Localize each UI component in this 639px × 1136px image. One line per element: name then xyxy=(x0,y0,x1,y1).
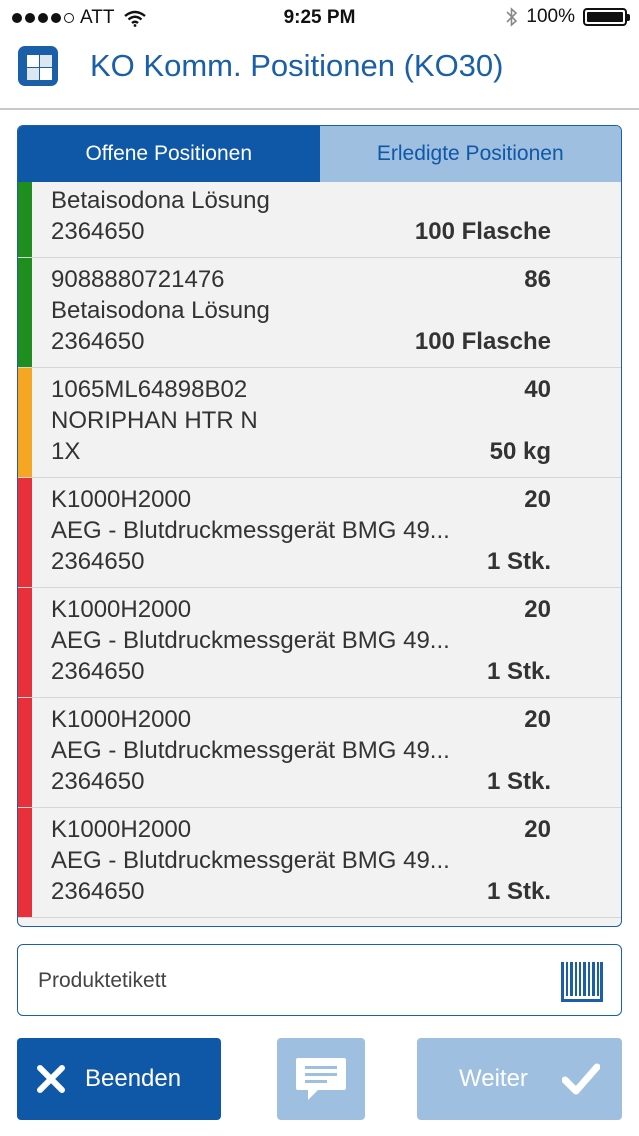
position-quantity: 20 xyxy=(524,596,551,623)
status-indicator xyxy=(18,368,32,477)
position-code: K1000H2000 xyxy=(51,706,192,733)
position-unit: 1 Stk. xyxy=(486,768,551,795)
status-indicator xyxy=(18,258,32,367)
position-unit: 1 Stk. xyxy=(486,658,551,685)
product-label-input[interactable] xyxy=(36,965,540,997)
bluetooth-icon xyxy=(506,7,518,27)
positions-list[interactable] xyxy=(18,182,621,927)
app-grid-icon[interactable] xyxy=(18,46,58,86)
carrier-name: ATT xyxy=(80,7,115,28)
status-time: 9:25 PM xyxy=(283,7,356,28)
position-reference: 2364650 xyxy=(51,328,145,355)
status-bar xyxy=(0,0,639,38)
battery-group xyxy=(506,6,627,28)
end-button[interactable] xyxy=(17,1038,221,1120)
position-name: AEG - Blutdruckmessgerät BMG 49... xyxy=(51,517,450,544)
position-code: 1065ML64898B02 xyxy=(51,376,248,403)
position-reference: 2364650 xyxy=(51,768,145,795)
position-unit: 1 Stk. xyxy=(486,548,551,575)
position-name: AEG - Blutdruckmessgerät BMG 49... xyxy=(51,737,450,764)
positions-list-content xyxy=(18,182,621,918)
position-reference: 1X xyxy=(51,438,81,465)
position-name: AEG - Blutdruckmessgerät BMG 49... xyxy=(51,627,450,654)
tab-completed-positions[interactable]: Erledigte Positionen xyxy=(320,126,622,182)
page-title: KO Komm. Positionen (KO30) xyxy=(90,48,504,83)
checkmark-icon xyxy=(562,1063,600,1095)
positions-panel xyxy=(17,125,622,927)
position-name: Betaisodona Lösung xyxy=(51,187,270,214)
status-indicator xyxy=(18,698,32,807)
position-unit: 100 Flasche xyxy=(414,328,551,355)
position-quantity: 20 xyxy=(524,816,551,843)
tab-open-positions[interactable]: Offene Positionen xyxy=(18,126,320,182)
position-quantity: 20 xyxy=(524,706,551,733)
position-reference: 2364650 xyxy=(51,878,145,905)
end-button-label: Beenden xyxy=(85,1065,182,1092)
position-name: Betaisodona Lösung xyxy=(51,297,270,324)
message-icon xyxy=(294,1056,348,1102)
position-row[interactable] xyxy=(18,588,621,698)
app-header xyxy=(0,38,639,110)
status-indicator xyxy=(18,182,32,257)
status-indicator xyxy=(18,808,32,917)
position-row[interactable] xyxy=(18,368,621,478)
next-button[interactable] xyxy=(417,1038,622,1120)
battery-percent: 100% xyxy=(526,6,575,27)
position-unit: 100 Flasche xyxy=(414,218,551,245)
position-code: K1000H2000 xyxy=(51,596,192,623)
position-unit: 50 kg xyxy=(489,438,551,465)
position-code: 9088880721476 xyxy=(51,266,225,293)
position-row[interactable] xyxy=(18,182,621,258)
message-button[interactable] xyxy=(277,1038,365,1120)
battery-icon xyxy=(583,8,627,26)
position-name: NORIPHAN HTR N xyxy=(51,407,258,434)
next-button-label: Weiter xyxy=(459,1065,528,1092)
status-indicator xyxy=(18,588,32,697)
position-name: AEG - Blutdruckmessgerät BMG 49... xyxy=(51,847,450,874)
position-quantity: 20 xyxy=(524,486,551,513)
position-quantity: 40 xyxy=(524,376,551,403)
close-icon xyxy=(35,1063,67,1095)
battery-level xyxy=(587,12,623,22)
barcode-icon[interactable] xyxy=(561,962,603,1002)
position-row[interactable] xyxy=(18,698,621,808)
product-label-field[interactable] xyxy=(17,944,622,1016)
position-code xyxy=(51,182,225,184)
position-reference: 2364650 xyxy=(51,658,145,685)
position-code: K1000H2000 xyxy=(51,816,192,843)
position-row[interactable] xyxy=(18,478,621,588)
position-row[interactable] xyxy=(18,808,621,918)
status-indicator xyxy=(18,478,32,587)
position-quantity: 86 xyxy=(524,266,551,293)
tab-bar xyxy=(18,126,621,182)
position-code: K1000H2000 xyxy=(51,486,192,513)
position-reference: 2364650 xyxy=(51,218,145,245)
position-unit: 1 Stk. xyxy=(486,878,551,905)
position-row[interactable] xyxy=(18,258,621,368)
position-quantity xyxy=(524,182,551,184)
position-reference: 2364650 xyxy=(51,548,145,575)
